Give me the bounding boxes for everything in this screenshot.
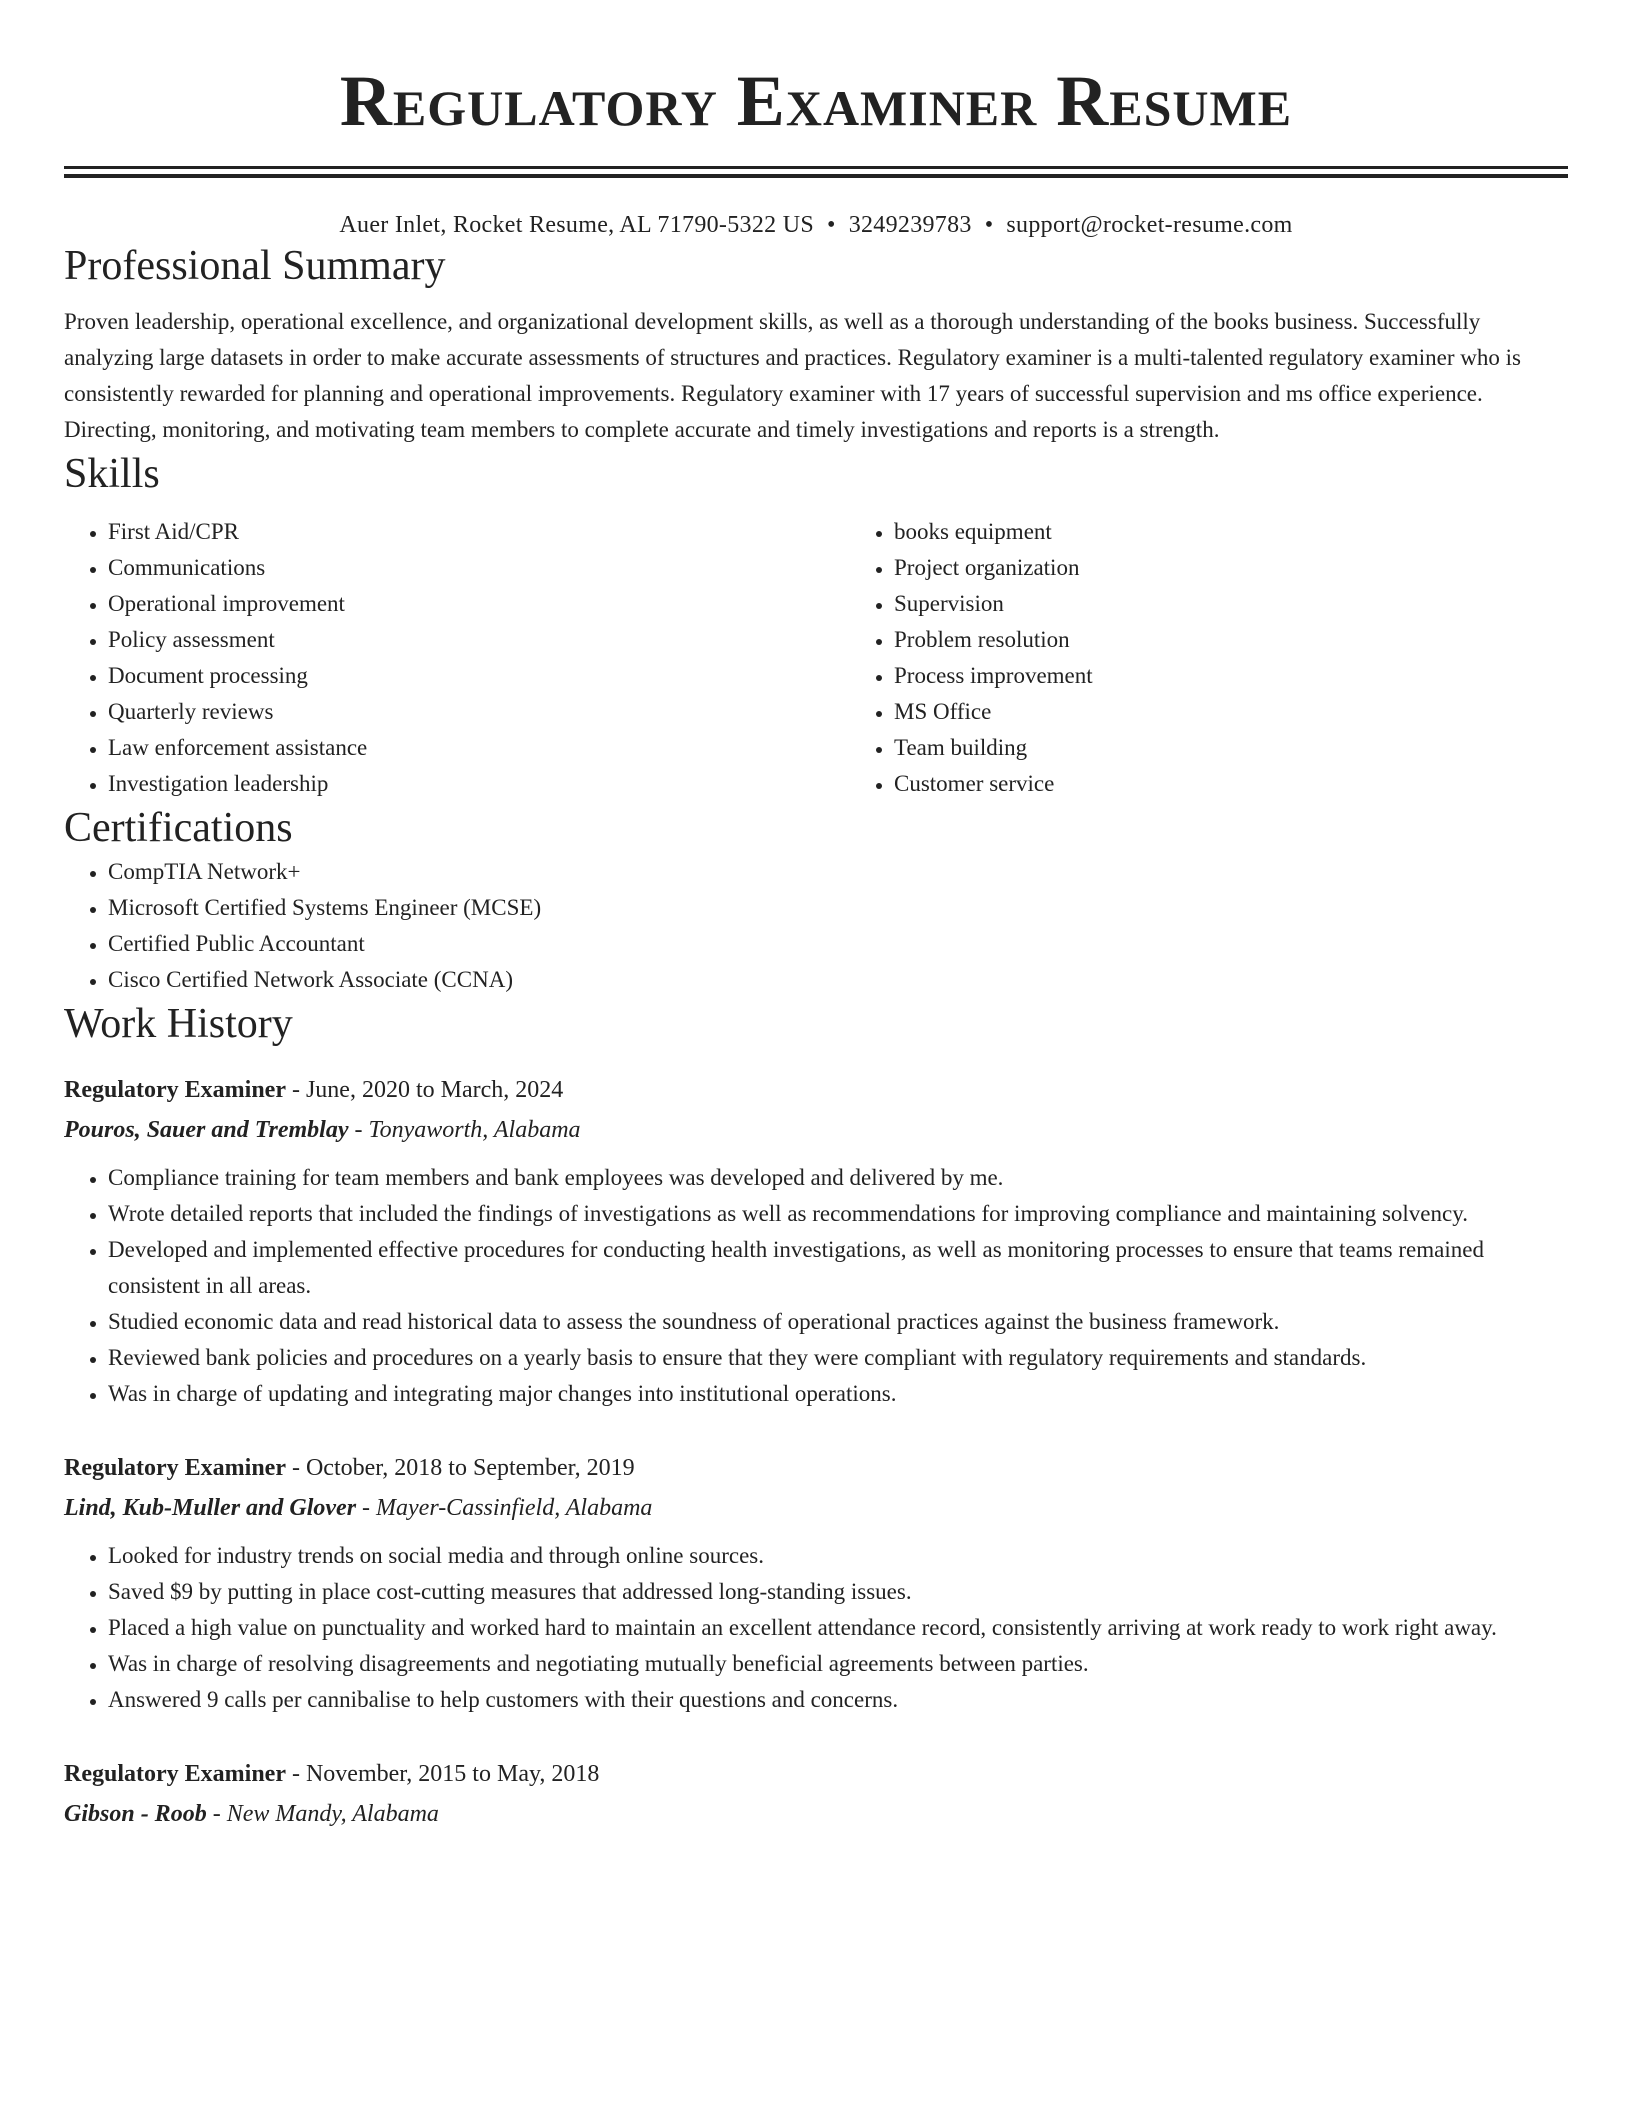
contact-email: support@rocket-resume.com bbox=[1006, 212, 1293, 238]
job-bullets bbox=[64, 1160, 1568, 1412]
skill-item: • Supervision bbox=[894, 586, 1632, 622]
skill-item: • Customer service bbox=[894, 766, 1632, 802]
job-dash: - bbox=[356, 1495, 377, 1521]
job-title: Regulatory Examiner bbox=[64, 1455, 286, 1481]
contact-separator: • bbox=[827, 212, 836, 238]
job-title: Regulatory Examiner bbox=[64, 1077, 286, 1103]
skill-item: • Process improvement bbox=[894, 658, 1632, 694]
skills-list-left bbox=[64, 514, 850, 802]
skill-item: • Document processing bbox=[108, 658, 850, 694]
resume-title: Regulatory Examiner Resume bbox=[339, 61, 1293, 141]
skill-item: • Team building bbox=[894, 730, 1632, 766]
skill-item: • books equipment bbox=[894, 514, 1632, 550]
contact-separator: • bbox=[984, 212, 994, 238]
job-bullet: • Studied economic data and read historical data to assess the soundness of operational practices against the business framework. bbox=[108, 1304, 1568, 1340]
work-history-heading: Work History bbox=[64, 1001, 293, 1047]
job-dash: - bbox=[348, 1117, 369, 1143]
job-dash: - bbox=[285, 1761, 306, 1787]
skills-heading: Skills bbox=[64, 451, 160, 497]
job-entry bbox=[64, 1448, 1568, 1718]
skill-item: • Policy assessment bbox=[108, 622, 850, 658]
job-entry bbox=[64, 1070, 1568, 1412]
job-dates: October, 2018 to September, 2019 bbox=[305, 1455, 635, 1481]
skill-item: • MS Office bbox=[894, 694, 1632, 730]
certification-item: • Microsoft Certified Systems Engineer (MCSE) bbox=[108, 890, 1568, 926]
contact-phone: 3249239783 bbox=[848, 212, 972, 238]
skills-columns bbox=[64, 514, 1568, 802]
summary-heading: Professional Summary bbox=[64, 243, 446, 289]
job-dash: - bbox=[285, 1077, 306, 1103]
job-dates: November, 2015 to May, 2018 bbox=[305, 1761, 600, 1787]
job-bullet: • Compliance training for team members and bank employees was developed and delivered by me. bbox=[108, 1160, 1568, 1196]
certifications-heading: Certifications bbox=[64, 805, 293, 851]
company-location: Mayer-Cassinfield, Alabama bbox=[376, 1495, 653, 1521]
job-bullet: • Wrote detailed reports that included the findings of investigations as well as recommendations for improving compliance and maintaining solvency. bbox=[108, 1196, 1568, 1232]
contact-address: Auer Inlet, Rocket Resume, AL 71790-5322 US bbox=[339, 212, 814, 238]
company-line bbox=[64, 1110, 1568, 1150]
job-title-line bbox=[64, 1754, 1568, 1794]
company-name: Pouros, Sauer and Tremblay bbox=[64, 1117, 349, 1143]
job-title: Regulatory Examiner bbox=[64, 1761, 286, 1787]
company-name: Gibson - Roob bbox=[64, 1801, 207, 1827]
title-divider-top bbox=[64, 166, 1568, 169]
job-bullet: • Placed a high value on punctuality and worked hard to maintain an excellent attendance record, consistently arriving at work ready to work right away. bbox=[108, 1610, 1568, 1646]
job-bullet: • Reviewed bank policies and procedures on a yearly basis to ensure that they were compliant with regulatory requirements and standards. bbox=[108, 1340, 1568, 1376]
job-bullet: • Saved $9 by putting in place cost-cutting measures that addressed long-standing issues. bbox=[108, 1574, 1568, 1610]
certification-item: • CompTIA Network+ bbox=[108, 854, 1568, 890]
skill-item: • Quarterly reviews bbox=[108, 694, 850, 730]
job-title-line bbox=[64, 1070, 1568, 1110]
job-bullet: • Looked for industry trends on social media and through online sources. bbox=[108, 1538, 1568, 1574]
company-line bbox=[64, 1794, 1568, 1834]
skill-item: • Law enforcement assistance bbox=[108, 730, 850, 766]
skill-item: • Project organization bbox=[894, 550, 1632, 586]
certification-item: • Certified Public Accountant bbox=[108, 926, 1568, 962]
skill-item: • Communications bbox=[108, 550, 850, 586]
company-location: New Mandy, Alabama bbox=[226, 1801, 439, 1827]
contact-line bbox=[64, 210, 1568, 240]
job-bullet: • Was in charge of resolving disagreements and negotiating mutually beneficial agreements between parties. bbox=[108, 1646, 1568, 1682]
job-bullet: • Was in charge of updating and integrating major changes into institutional operations. bbox=[108, 1376, 1568, 1412]
company-name: Lind, Kub-Muller and Glover bbox=[64, 1495, 357, 1521]
company-location: Tonyaworth, Alabama bbox=[368, 1117, 581, 1143]
certifications-list bbox=[64, 854, 1568, 998]
job-title-line bbox=[64, 1448, 1568, 1488]
title-divider-bottom bbox=[64, 174, 1568, 178]
job-bullets bbox=[64, 1538, 1568, 1718]
job-bullet: • Developed and implemented effective procedures for conducting health investigations, as well as monitoring processes to ensure that teams remained consistent in all areas. bbox=[108, 1232, 1568, 1304]
job-entry bbox=[64, 1754, 1568, 1834]
skill-item: • Problem resolution bbox=[894, 622, 1632, 658]
skill-item: • First Aid/CPR bbox=[108, 514, 850, 550]
job-bullet: • Answered 9 calls per cannibalise to help customers with their questions and concerns. bbox=[108, 1682, 1568, 1718]
certification-item: • Cisco Certified Network Associate (CCNA) bbox=[108, 962, 1568, 998]
skill-item: • Operational improvement bbox=[108, 586, 850, 622]
skills-list-right bbox=[850, 514, 1632, 802]
company-line bbox=[64, 1488, 1568, 1528]
job-dash: - bbox=[206, 1801, 227, 1827]
job-dash: - bbox=[285, 1455, 306, 1481]
summary-text: Proven leadership, operational excellence, and organizational development skills, as well as a thorough understanding of the books business. Successfully analyzing large datasets in order to make accurate assessments of structures and practices. Regulatory examiner is a multi-talented regulatory examiner who is consistently rewarded for planning and operational improvements. Regulatory examiner with 17 years of successful supervision and ms office experience. Directing, monitoring, and motivating team members to complete accurate and timely investigations and reports is a strength. bbox=[64, 309, 1521, 442]
skill-item: • Investigation leadership bbox=[108, 766, 850, 802]
job-dates: June, 2020 to March, 2024 bbox=[305, 1077, 564, 1103]
